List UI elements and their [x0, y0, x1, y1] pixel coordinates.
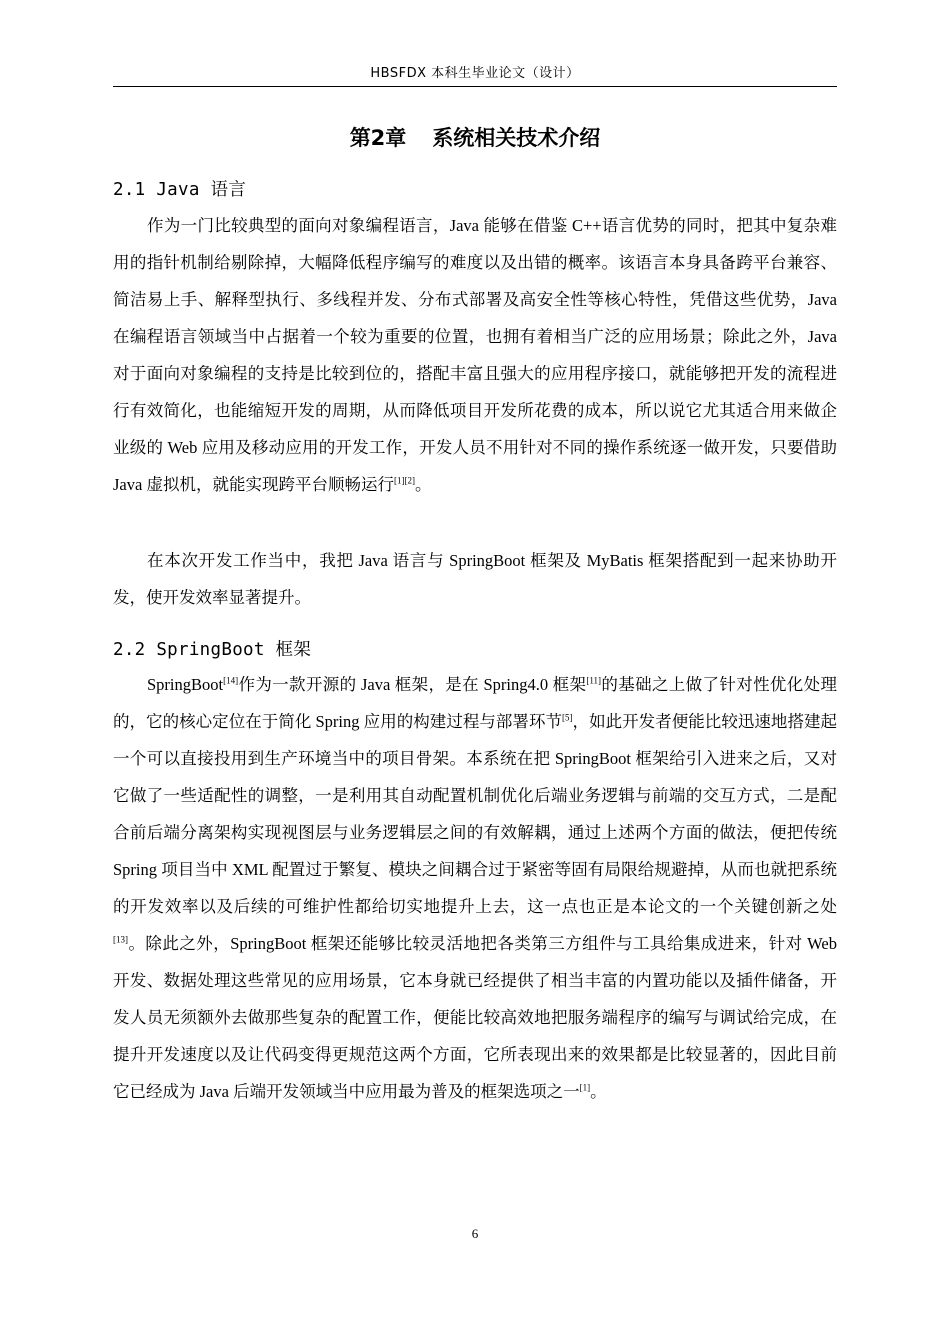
- citation: [5]: [562, 712, 573, 723]
- running-header: HBSFDX 本科生毕业论文（设计）: [113, 64, 837, 87]
- citation: [1][2]: [393, 475, 415, 486]
- section-heading-springboot: 2.2 SpringBoot 框架: [113, 640, 312, 660]
- citation: [13]: [113, 934, 128, 945]
- citation: [11]: [586, 675, 602, 686]
- citation: [1]: [579, 1082, 591, 1093]
- chapter-number: 第2章: [349, 126, 407, 150]
- paragraph-text: SpringBoot: [147, 675, 224, 694]
- paragraph-text: 作为一款开源的 Java 框架，是在 Spring4.0 框架: [238, 675, 587, 694]
- chapter-title: [113, 122, 837, 152]
- paragraph-end: 。: [414, 475, 432, 494]
- paragraph-text: 作为一门比较典型的面向对象编程语言，Java 能够在借鉴 C++语言优势的同时，把其中复杂难用的指针机制给剔除掉，大幅降低程序编写的难度以及出错的概率。该语言本身具备跨平台兼容、简洁易上手、解释型执行、多线程并发、分布式部署及高安全性等核心特性，凭借这些优势，Java 在编程语言领域当中占据着一个较为重要的位置，也拥有着相当广泛的应用场景；除此之外，Java 对于面向对象编程的支持是比较到位的，搭配丰富且强大的应用程序接口，就能够把开发的流程进行有效简化，也能缩短开发的周期，从而降低项目开发所花费的成本，所以说它尤其适合用来做企业级的 Web 应用及移动应用的开发工作，开发人员不用针对不同的操作系统逐一做开发，只要借助 Java 虚拟机，就能实现跨平台顺畅运行: [113, 216, 837, 494]
- paragraph-text: 。除此之外，SpringBoot 框架还能够比较灵活地把各类第三方组件与工具给集成进来，针对 Web 开发、数据处理这些常见的应用场景，它本身就已经提供了相当丰富的内置功能以及插件储备，开发人员无须额外去做那些复杂的配置工作，便能比较高效地把服务端程序的编写与调试给完成，在提升开发速度以及让代码变得更规范这两个方面，它所表现出来的效果都是比较显著的，因此目前它已经成为 Java 后端开发领域当中应用最为普及的框架选项之一: [113, 934, 837, 1101]
- section-heading-java: 2.1 Java 语言: [113, 180, 247, 200]
- paragraph-java-usage: 在本次开发工作当中，我把 Java 语言与 SpringBoot 框架及 MyBatis 框架搭配到一起来协助开发，使开发效率显著提升。: [113, 551, 837, 607]
- paragraph-java-intro: [113, 207, 837, 503]
- chapter-name: 系统相关技术介绍: [432, 126, 601, 150]
- paragraph-end: 。: [590, 1082, 607, 1101]
- paragraph-text: ，如此开发者便能比较迅速地搭建起一个可以直接投用到生产环境当中的项目骨架。本系统在把 SpringBoot 框架给引入进来之后，又对它做了一些适配性的调整，一是利用其自动配置机制优化后端业务逻辑与前端的交互方式，二是配合前后端分离架构实现视图层与业务逻辑层之间的有效解耦，通过上述两个方面的做法，便把传统 Spring 项目当中 XML 配置过于繁复、模块之间耦合过于紧密等固有局限给规避掉，从而也就把系统的开发效率以及后续的可维护性都给切实地提升上去，这一点也正是本论文的一个关键创新之处: [113, 712, 838, 916]
- paragraph-springboot: [113, 666, 837, 1110]
- paragraph-text: 的基础之上做了针对性优化处理的，它的核心定位在于简化 Spring 应用的构建过程与部署环节: [113, 675, 838, 731]
- citation: [14]: [223, 675, 239, 686]
- page-number: 6: [471, 1226, 479, 1241]
